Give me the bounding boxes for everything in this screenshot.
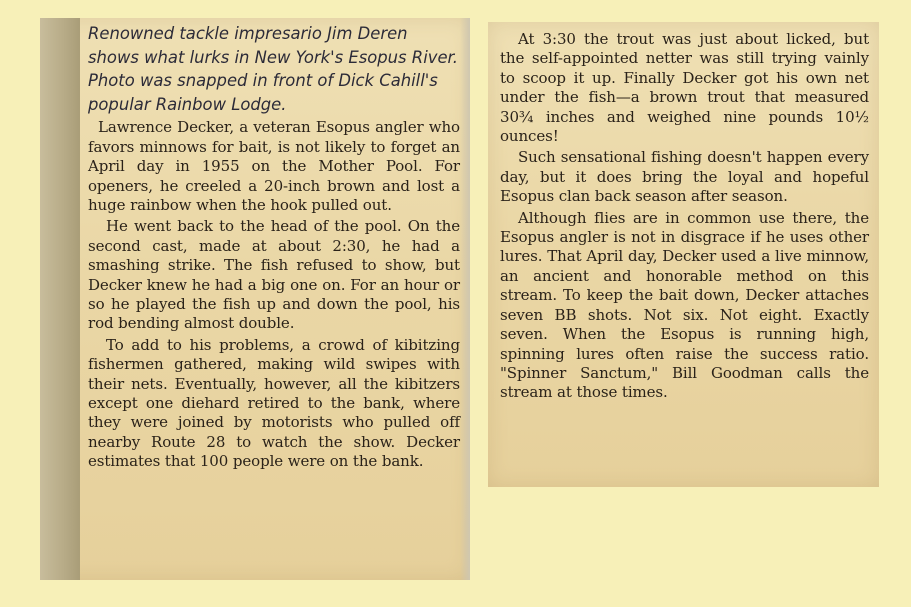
left-newspaper-clipping xyxy=(40,18,470,580)
right-newspaper-clipping xyxy=(488,22,879,487)
article-paragraph: To add to his problems, a crowd of kibitzing fishermen gathered, making wild swipes with their nets. Eventually, however, all the kibitzers except one diehard retired to the bank, where they were joined by motorists who pulled off nearby Route 28 to watch the show. Decker estimates that 100 people were on the bank. xyxy=(88,335,460,471)
article-paragraph: He went back to the head of the pool. On the second cast, made at about 2:30, he had a smashing strike. The fish refused to show, but Decker knew he had a big one on. For an hour or so he played the fish up and down the pool, his rod bending almost double. xyxy=(88,217,460,333)
article-paragraph: Although flies are in common use there, the Esopus angler is not in disgrace if he uses other lures. That April day, Decker used a live minnow, an ancient and honorable method on this stream. To keep the bait down, Decker attaches seven BB shots. Not six. Not eight. Exactly seven. When the Esopus is running high, spinning lures often raise the success ratio. "Spinner Sanctum," Bill Goodman calls the stream at those times. xyxy=(500,208,869,402)
photo-caption: Renowned tackle impresario Jim Deren shows what lurks in New York's Esopus River. Photo was snapped in front of Dick Cahill's popular Rainbow Lodge. xyxy=(88,24,458,114)
article-paragraph: Such sensational fishing doesn't happen every day, but it does bring the loyal and hopeful Esopus clan back season after season. xyxy=(500,148,869,206)
article-paragraph: At 3:30 the trout was just about licked, but the self-appointed netter was still trying vainly to scoop it up. Finally Decker got his own net under the fish—a brown trout that measured 30¾ inches and weighed nine pounds 10½ ounces! xyxy=(500,30,869,146)
article-paragraph: Lawrence Decker, a veteran Esopus angler who favors minnows for bait, is not likely to forget an April day in 1955 on the Mother Pool. For openers, he creeled a 20-inch brown and lost a huge rainbow when the hook pulled out. xyxy=(88,118,460,214)
